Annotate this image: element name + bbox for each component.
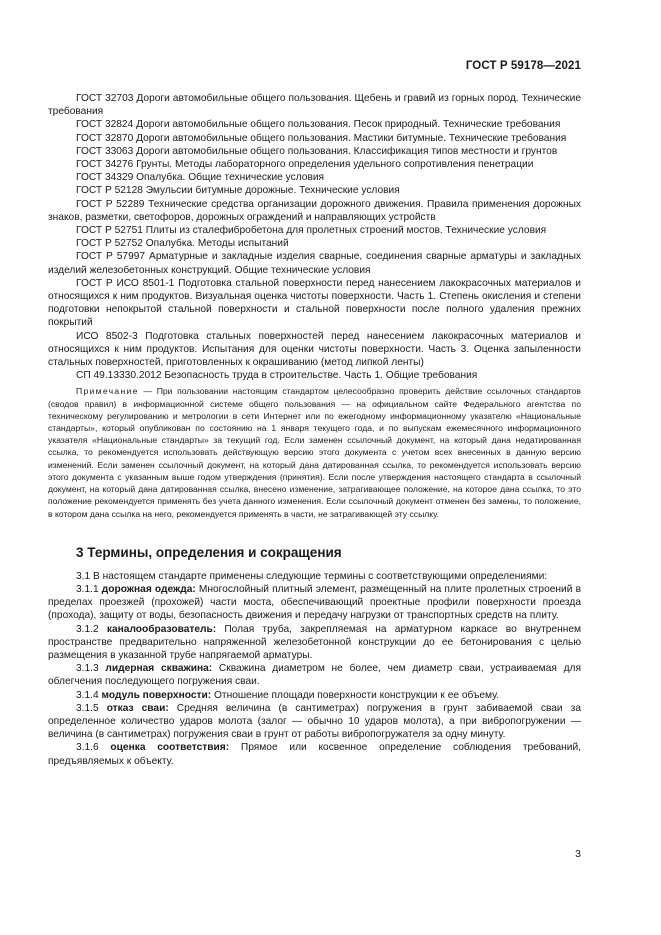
reference-item: ИСО 8502-3 Подготовка стальных поверхностей перед нанесением лакокрасочных материалов и относящихся к ним продуктов. Испытания для оценки чистоты поверхности. Часть 3. Оценка запыленности стальных поверхностей, приготовленных к окрашиванию (метод липкой ленты)	[48, 330, 581, 369]
reference-item: ГОСТ 32824 Дороги автомобильные общего пользования. Песок природный. Технические требования	[76, 119, 561, 131]
reference-item: ГОСТ Р 57997 Арматурные и закладные изделия сварные, соединения сварные арматуры и закладных изделий железобетонных конструкций. Общие технические условия	[48, 251, 581, 276]
term-entry	[48, 662, 581, 688]
term-number: 3.1.5	[76, 702, 107, 714]
references-list	[48, 92, 581, 382]
term-entry	[48, 623, 581, 663]
document-body	[48, 92, 581, 768]
term-name: модуль поверхности:	[101, 689, 212, 701]
section-heading: 3 Термины, определения и сокращения	[76, 544, 342, 560]
term-definition: Средняя величина (в сантиметрах) погружения в грунт забиваемой сваи за определенное количество ударов молота (залог — обычно 10 ударов молота), а при вибропогружении — величина (в сантиметрах) погружения сваи в грунт от работы вибропогружателя за одну минуту.	[48, 702, 581, 741]
page-number: 3	[575, 848, 581, 860]
term-number: 3.1.4	[76, 689, 102, 701]
term-name: оценка соответствия:	[110, 742, 230, 754]
term-entry	[48, 689, 581, 702]
term-name: лидерная скважина:	[105, 663, 213, 675]
reference-item: ГОСТ 34276 Грунты. Методы лабораторного определения удельного сопротивления пенетрации	[76, 159, 534, 171]
reference-item: СП 49.13330.2012 Безопасность труда в строительстве. Часть 1. Общие требования	[76, 370, 478, 382]
term-name: дорожная одежда:	[101, 583, 196, 595]
reference-item: ГОСТ Р 52128 Эмульсии битумные дорожные. Технические условия	[76, 185, 400, 197]
note-text: — При пользовании настоящим стандартом целесообразно проверить действие ссылочных стандартов (сводов правил) в информационной системе общего пользования — на официальном сайте Федерального агентства по техническому регулированию и метрологии в сети Интернет или по ежегодному информационному указателю «Национальные стандарты», который опубликован по состоянию на 1 января текущего года, и по выпускам ежемесячного информационного указателя «Национальные стандарты» за текущий год. Если заменен ссылочный документ, на который дана недатированная ссылка, то рекомендуется использовать действующую версию этого документа с учетом всех внесенных в данную версию изменений. Если заменен ссылочный документ, на который дана датированная ссылка, то рекомендуется использовать версию этого документа с указанным выше годом утверждения (принятия). Если после утверждения настоящего стандарта в ссылочный документ, на который дана датированная ссылка, внесено изменение, затрагивающее положение, на которое дана ссылка, то это положение рекомендуется применять без учета данного изменения. Если ссылочный документ отменен без замены, то положение, в котором дана ссылка на него, рекомендуется применять в части, не затрагивающей эту ссылку.	[48, 386, 581, 519]
term-number: 3.1.1	[76, 583, 102, 595]
reference-item: ГОСТ 33063 Дороги автомобильные общего пользования. Классификация типов местности и грунтов	[76, 145, 558, 157]
term-number: 3.1.6	[76, 742, 111, 754]
note-label: Примечание	[76, 386, 139, 397]
term-entry	[48, 583, 581, 623]
term-definition: Многослойный плитный элемент, размещенный на плите пролетных строений в пределах проезжей (прохожей) части моста, обеспечивающий проектные профили поверхности проезда (прохода), защиту от воды, безопасность движения и передачу нагрузки от транспортных средств на плиту.	[48, 583, 581, 622]
term-definition: Отношение площади поверхности конструкции к ее объему.	[211, 689, 500, 701]
term-definition: Полая труба, закрепляемая на арматурном каркасе во внутреннем пространстве предварительно напряженной железобетонной конструкции до ее бетонирования с целью размещения в указанной трубе напрягаемой арматуры.	[48, 623, 581, 661]
term-entry	[48, 702, 581, 742]
term-entry	[48, 741, 581, 767]
reference-item: ГОСТ Р ИСО 8501-1 Подготовка стальной поверхности перед нанесением лакокрасочных материалов и относящихся к ним продуктов. Визуальная оценка чистоты поверхности. Часть 1. Степень окисления и степени подготовки непокрытой стальной поверхности и стальной поверхности после полного удаления прежних покрытий	[48, 277, 581, 329]
reference-item: ГОСТ 32870 Дороги автомобильные общего пользования. Мастики битумные. Технические требования	[76, 132, 567, 144]
term-name: каналообразователь:	[106, 623, 217, 635]
term-name: отказ сваи:	[106, 702, 169, 714]
terms-section	[48, 570, 581, 768]
reference-item: ГОСТ Р 52751 Плиты из сталефибробетона для пролетных строений мостов. Технические условия	[76, 225, 547, 237]
term-number: 3.1.3	[76, 663, 106, 675]
term-definition: Скважина диаметром не более, чем диаметр сваи, устраиваемая для облегчения последующего погружения сваи.	[48, 663, 581, 688]
standard-header: ГОСТ Р 59178—2021	[465, 60, 581, 72]
section-intro: 3.1 В настоящем стандарте применены следующие термины с соответствующими определениями:	[76, 570, 548, 582]
term-definition: Прямое или косвенное определение соблюдения требований, предъявляемых к объекту.	[48, 742, 582, 767]
reference-item: ГОСТ 34329 Опалубка. Общие технические условия	[76, 172, 325, 184]
reference-item: ГОСТ Р 52752 Опалубка. Методы испытаний	[76, 238, 289, 250]
reference-note	[48, 385, 581, 519]
reference-item: ГОСТ 32703 Дороги автомобильные общего пользования. Щебень и гравий из горных пород. Технические требования	[48, 93, 581, 118]
reference-item: ГОСТ Р 52289 Технические средства организации дорожного движения. Правила применения дорожных знаков, разметки, светофоров, дорожных ограждений и направляющих устройств	[48, 198, 581, 223]
term-number: 3.1.2	[76, 623, 107, 635]
